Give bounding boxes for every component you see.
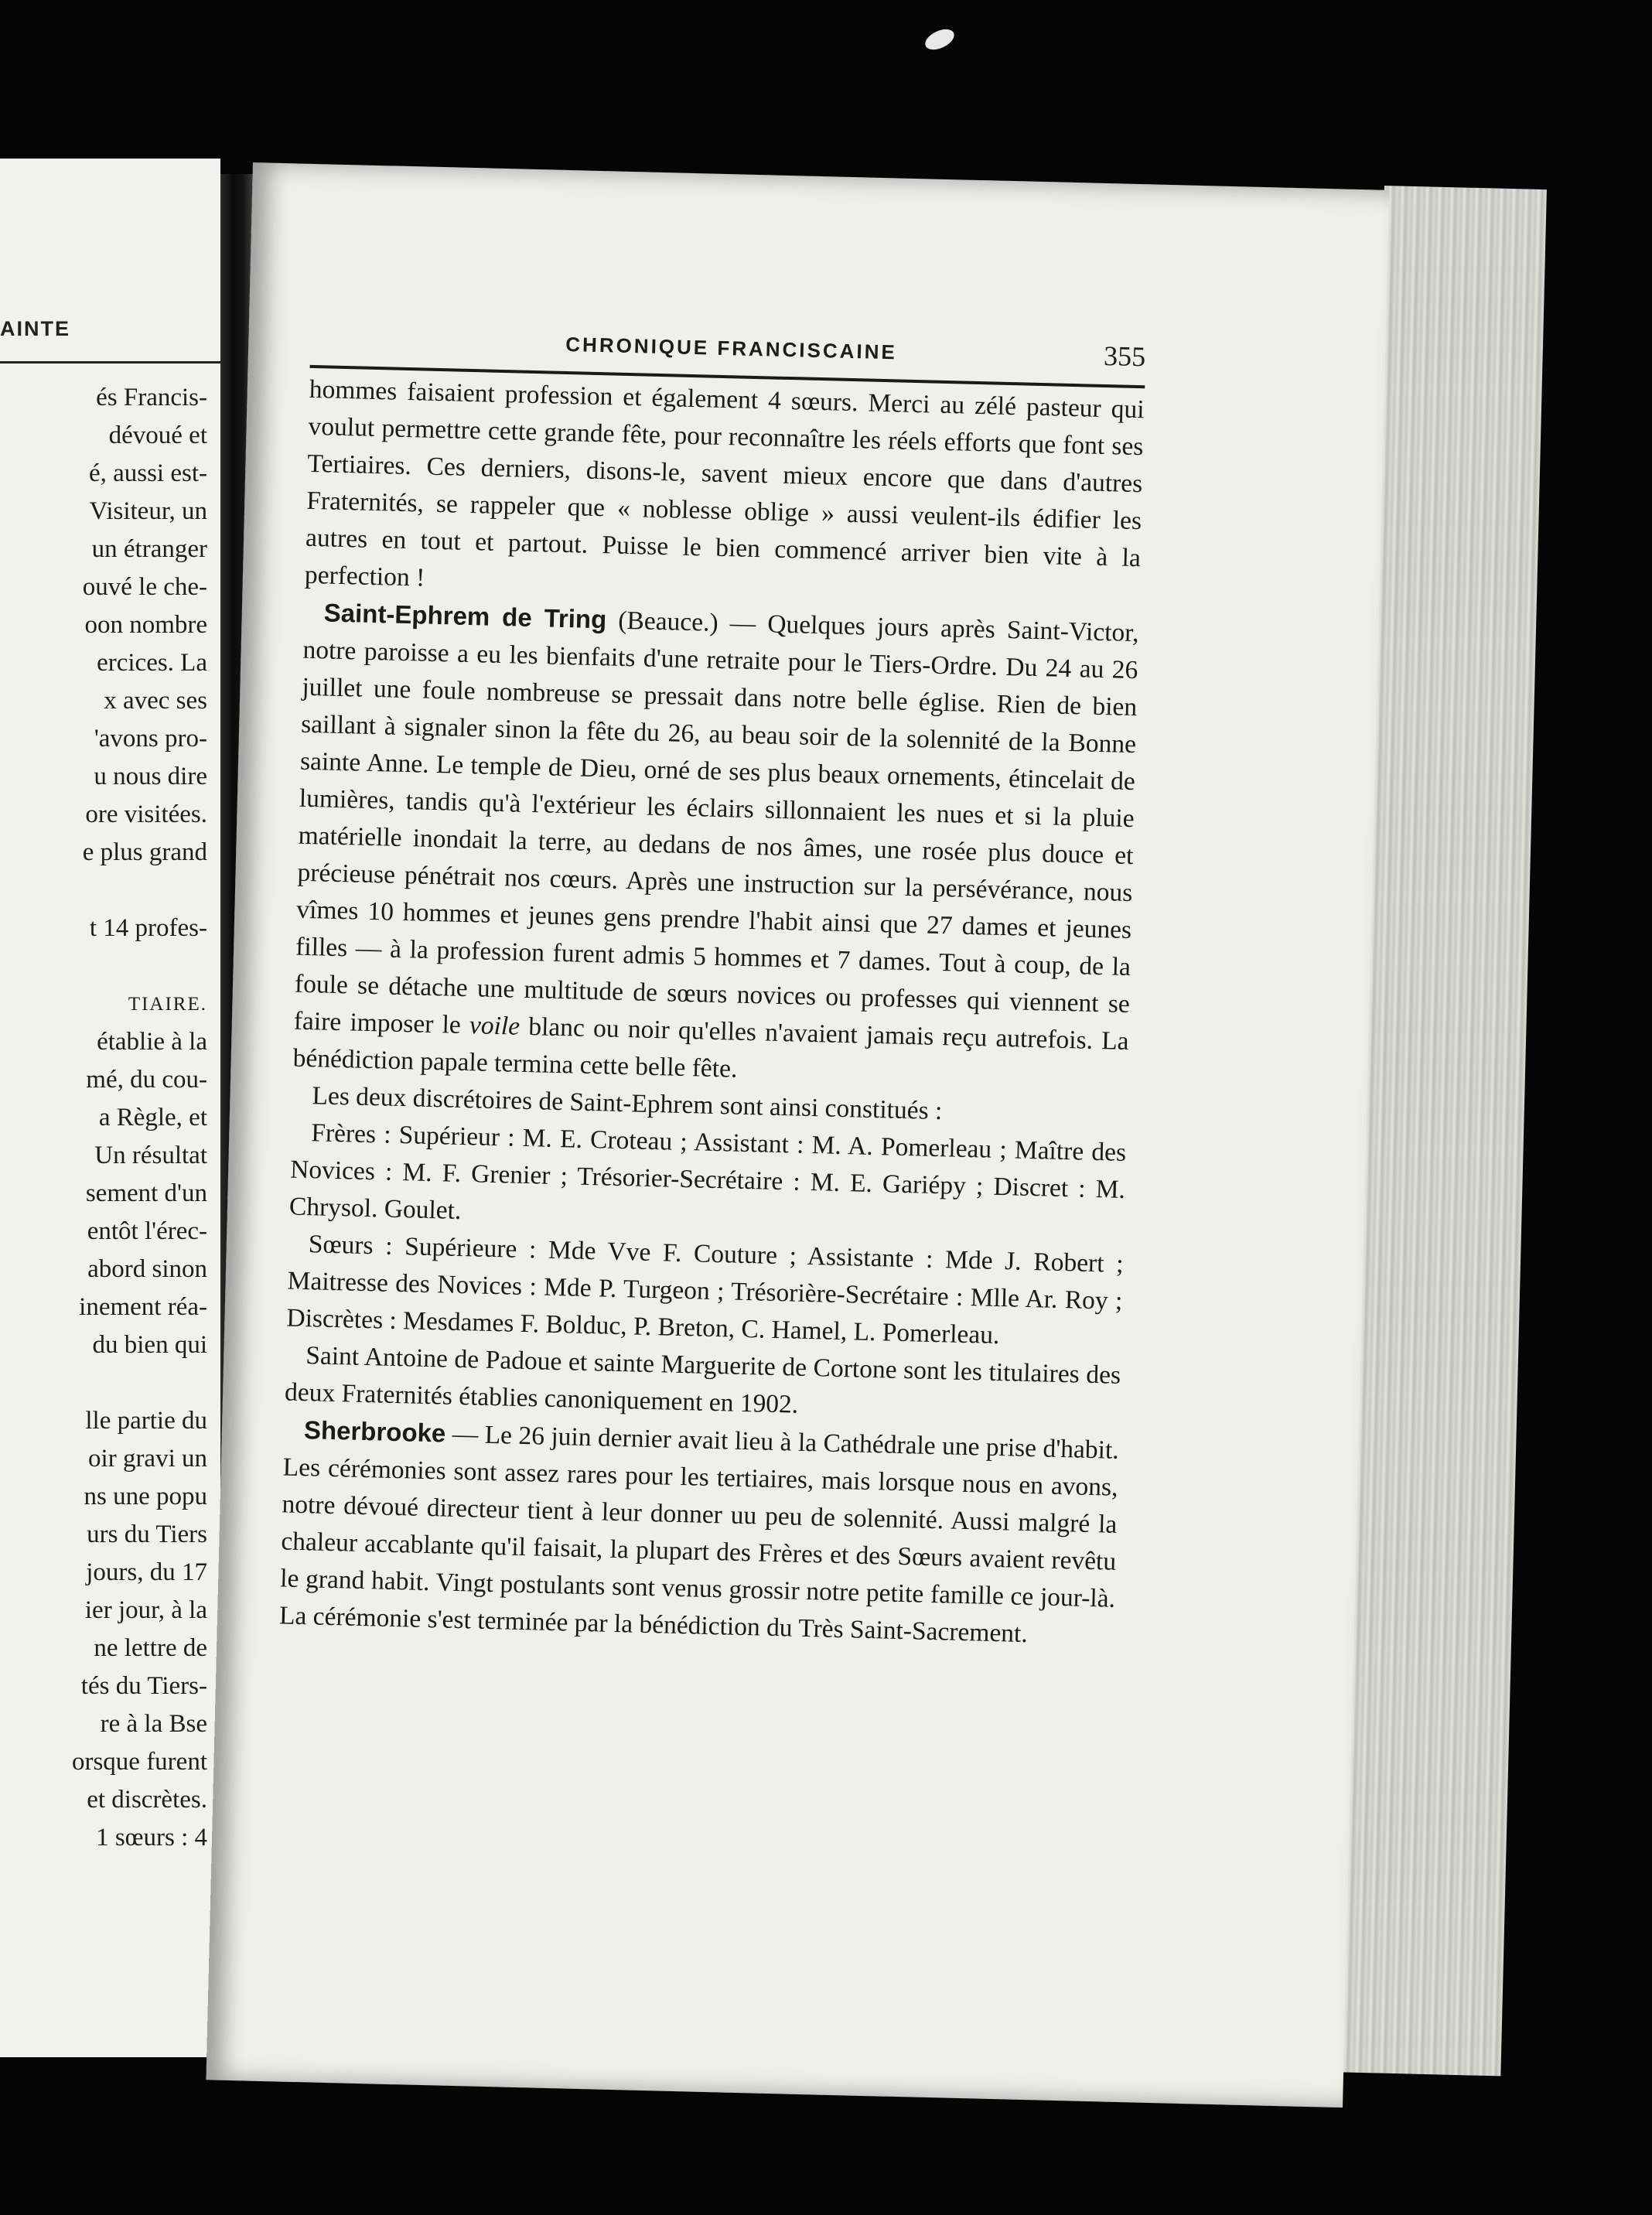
italic-word: voile: [469, 1011, 521, 1041]
left-page-line: ercices. La: [97, 649, 207, 677]
paragraph-sherbrooke: [279, 1411, 1120, 1654]
paragraph-discretoires: Les deux discrétoires de Saint-Ephrem sont ainsi constitués :: [312, 1081, 943, 1126]
left-page-line: oon nombre: [84, 611, 207, 639]
left-page-line: [0, 947, 207, 985]
left-page-line: t 14 profes-: [89, 914, 207, 942]
right-page: [206, 162, 1389, 2107]
left-page-line: du bien qui: [92, 1331, 207, 1359]
left-page-line: un étranger: [91, 535, 207, 563]
left-page-line: é, aussi est-: [88, 459, 207, 487]
left-page-line: 'avons pro-: [94, 725, 207, 753]
paragraph-saint-ephrem: [292, 594, 1139, 1097]
left-page-line: a Règle, et: [98, 1104, 207, 1131]
paragraph-text: — Le 26 juin dernier avait lieu à la Cathédrale une prise d'habit. Les cérémonies sont assez rares pour les tertiaires, mais lorsque nous en avons, notre dévoué directeur tient à leur donner uu peu de solennité. Aussi malgré la chaleur accablante qu'il faisait, la plupart des Frères et des Sœurs avaient revêtu le grand habit. Vingt postulants sont venus grossir notre petite famille ce jour-là. La cérémonie s'est terminée par la bénédiction du Très Saint-Sacrement.: [278, 1419, 1120, 1649]
left-page-line: jours, du 17: [86, 1558, 207, 1586]
left-page-line: orsque furent: [71, 1748, 207, 1776]
left-page-line: [0, 872, 207, 910]
paragraph-soeurs: Sœurs : Supérieure : Mde Vve F. Couture ; Assistante : Mde J. Robert ; Maitresse des Novices : Mde P. Turgeon ; Trésorière-Secrétaire : Mlle Ar. Roy ; Discrètes : Mesdames F. Bolduc, P. Breton, C. Hamel, L. Pomerleau.: [286, 1230, 1124, 1350]
running-title: CHRONIQUE FRANCISCAINE: [565, 332, 898, 364]
left-page-line: et discrètes.: [87, 1786, 207, 1814]
left-page-line: u nous dire: [94, 763, 207, 790]
left-page-line: és Francis-: [96, 384, 207, 411]
left-page-line: TIAIRE.: [128, 994, 207, 1015]
left-page-line: inement réa-: [79, 1293, 207, 1321]
left-page-line: ore visitées.: [85, 800, 207, 828]
dust-speck: [922, 26, 957, 54]
page-content: [279, 319, 1146, 1655]
place-heading: Sherbrooke: [303, 1415, 446, 1448]
left-page-line: e plus grand: [82, 838, 207, 866]
left-page: [0, 159, 220, 2057]
left-page-text: [0, 379, 207, 1857]
left-page-line: 1 sœurs : 4: [96, 1824, 207, 1852]
left-page-line: dévoué et: [108, 421, 207, 449]
left-page-line: ns une popu: [84, 1483, 207, 1510]
left-page-line: sement d'un: [85, 1179, 207, 1207]
left-page-line: établie à la: [97, 1028, 207, 1056]
left-page-line: x avec ses: [104, 687, 207, 715]
paragraph-1: hommes faisaient profession et également 4 sœurs. Merci au zélé pasteur qui voulut permettre cette grande fête, pour reconnaître les réels efforts que font ses Tertiaires. Ces derniers, disons-le, savent mieux encore que dans d'autres Fraternités, se rappeler que « noblesse oblige » aussi veulent-ils édifier les autres en tout et partout. Puisse le bien commencé arriver bien vite à la perfection !: [304, 374, 1145, 592]
left-page-line: ier jour, à la: [84, 1596, 207, 1624]
left-page-line: abord sinon: [87, 1255, 207, 1283]
left-page-line: [0, 1364, 207, 1402]
body-text: [279, 371, 1145, 1655]
place-heading: Saint-Ephrem de Tring: [323, 598, 607, 634]
paragraph-text: (Beauce.) — Quelques jours après Saint-Victor, notre paroisse a eu les bienfaits d'une retraite pour le Tiers-Ordre. Du 24 au 26 juillet une foule nombreuse se pressait dans notre belle église. Rien de bien saillant à signaler sinon la fête du 26, au beau soir de la solennité de la Bonne sainte Anne. Le temple de Dieu, orné de ses plus beaux ornements, étincelait de lumières, tandis qu'à l'extérieur les éclairs sillonnaient les nues et si la pluie matérielle inondait la terre, au dedans de nos âmes, une rosée plus douce et précieuse pénétrait nos cœurs. Après une instruction sur la persévérance, nous vîmes 10 hommes et jeunes gens prendre l'habit ainsi que 27 dames et jeunes filles — à la profession furent admis 5 hommes et 7 dames. Tout à coup, de la foule se détache une multitude de sœurs novices ou professes qui viennent se faire imposer le: [293, 606, 1139, 1040]
page-number: 355: [1103, 340, 1146, 373]
left-running-head: AINTE: [0, 317, 70, 340]
left-page-line: Visiteur, un: [89, 497, 207, 525]
left-page-line: entôt l'érec-: [87, 1217, 207, 1245]
left-page-line: ouvé le che-: [82, 573, 207, 601]
left-page-line: urs du Tiers: [87, 1520, 207, 1548]
left-page-line: lle partie du: [85, 1407, 207, 1435]
paragraph-freres: Frères : Supérieur : M. E. Croteau ; Assistant : M. A. Pomerleau ; Maître des Novices : M. F. Grenier ; Trésorier-Secrétaire : M. E. Gariépy ; Discret : M. Chrysol. Goulet.: [288, 1118, 1127, 1225]
paragraph-text: blanc ou noir qu'elles n'avaient jamais reçu autrefois. La bénédiction papale termina cette belle fête.: [292, 1012, 1130, 1084]
left-page-line: mé, du cou-: [86, 1066, 207, 1094]
paragraph-titulaires: Saint Antoine de Padoue et sainte Marguerite de Cortone sont les titulaires des deux Fraternités établies canoniquement en 1902.: [284, 1341, 1121, 1419]
left-page-line: oir gravi un: [88, 1445, 207, 1473]
left-page-line: tés du Tiers-: [80, 1672, 207, 1700]
left-page-line: re à la Bse: [100, 1710, 207, 1738]
left-head-rule: [0, 361, 220, 363]
left-page-line: Un résultat: [94, 1142, 207, 1169]
left-page-line: ne lettre de: [94, 1634, 207, 1662]
